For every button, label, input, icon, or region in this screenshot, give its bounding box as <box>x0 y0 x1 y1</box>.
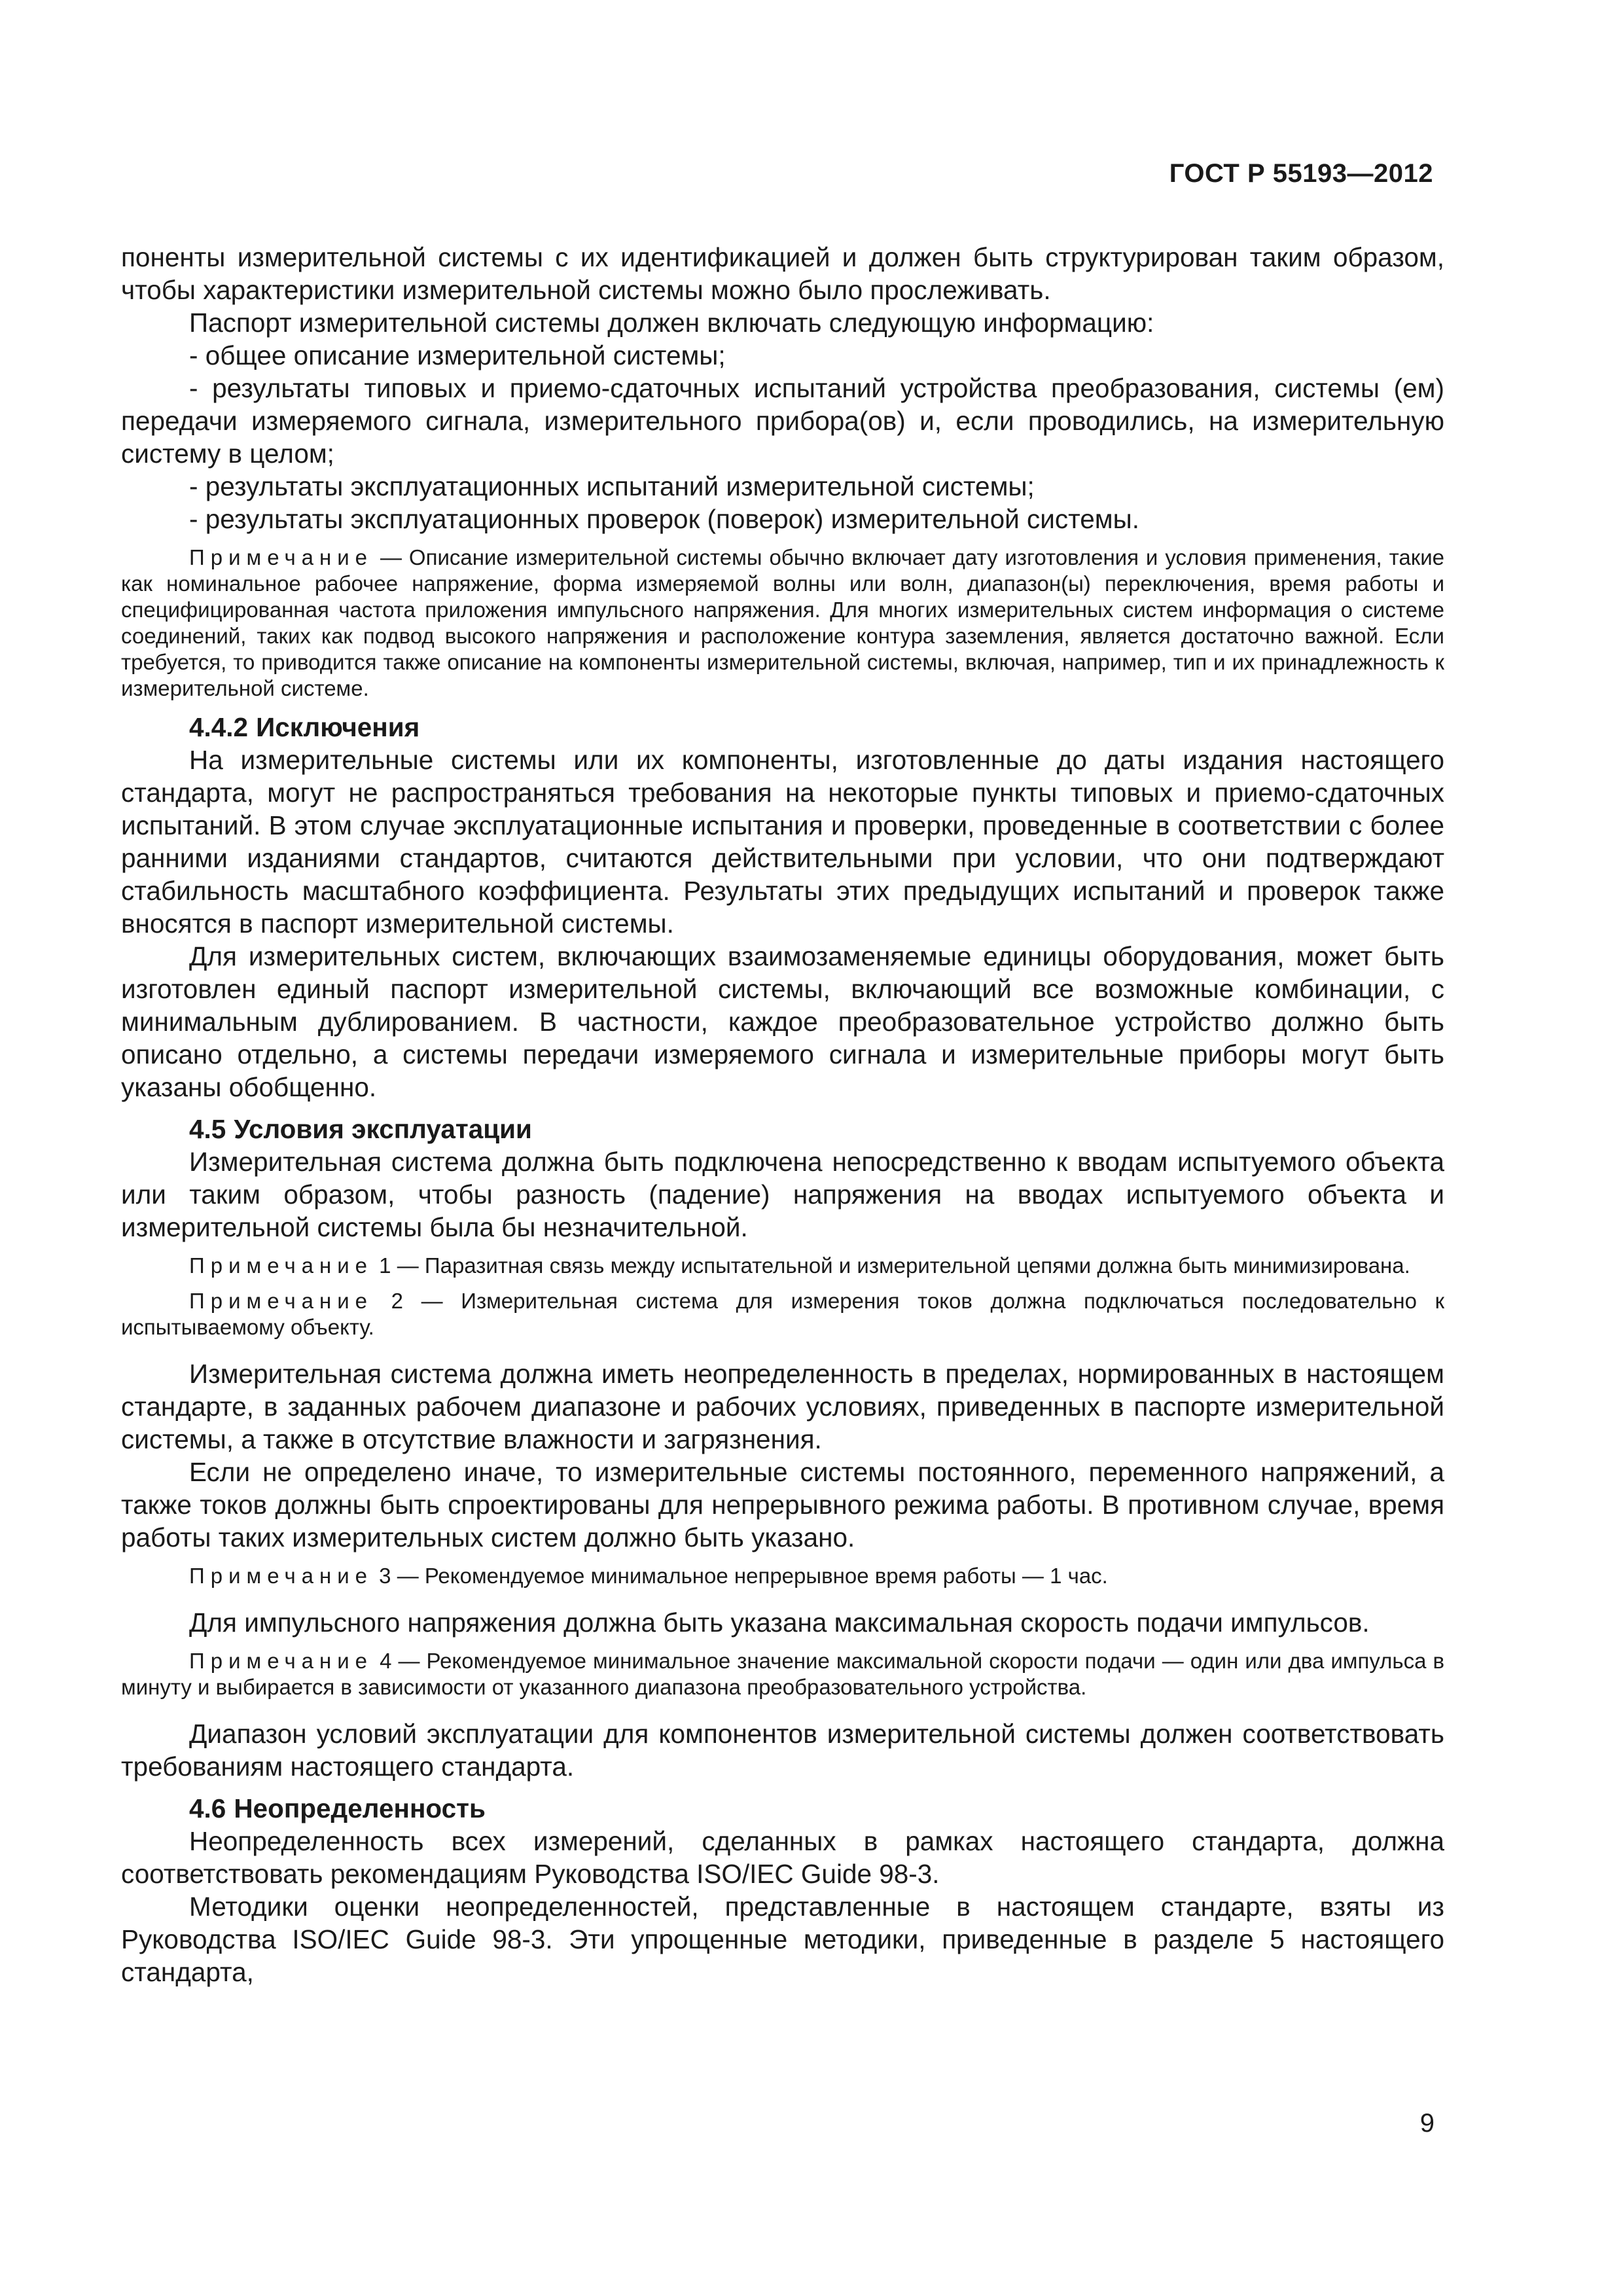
paragraph: Если не определено иначе, то измерительные системы постоянного, переменного напряжений, а также токов должны быть спроектированы для непрерывного режима работы. В противном случае, время работы таких измерительных систем должно быть указано. <box>121 1457 1444 1552</box>
note-text: 1 — Паразитная связь между испытательной и измерительной цепями должна быть минимизирована. <box>373 1253 1410 1278</box>
section-number: 4.4.2 <box>189 712 249 742</box>
note <box>121 1288 1444 1340</box>
paragraph: Для измерительных систем, включающих взаимозаменяемые единицы оборудования, может быть изготовлен единый паспорт измерительной системы, включающий все возможные комбинации, с минимальным дублированием. В частности, каждое преобразовательное устройство должно быть описано отдельно, а системы передачи измеряемого сигнала и измерительные приборы могут быть указаны обобщенно. <box>121 941 1444 1102</box>
note-text: 3 — Рекомендуемое минимальное непрерывное время работы — 1 час. <box>373 1564 1108 1588</box>
paragraph: Для импульсного напряжения должна быть указана максимальная скорость подачи импульсов. <box>189 1607 1370 1638</box>
document-body <box>121 241 1444 1988</box>
note <box>121 545 1444 702</box>
paragraph: Измерительная система должна быть подключена непосредственно к вводам испытуемого объекта или таким образом, чтобы разность (падение) напряжения на вводах испытуемого объекта и измерительной системы была бы незначительной. <box>121 1147 1444 1242</box>
note-text: 4 — Рекомендуемое минимальное значение максимальной скорости подачи — один или два импульса в минуту и выбирается в зависимости от указанного диапазона преобразовательного устройства. <box>121 1649 1444 1699</box>
list-item: - результаты эксплуатационных проверок (поверок) измерительной системы. <box>189 504 1140 534</box>
list-item: - результаты эксплуатационных испытаний измерительной системы; <box>189 471 1035 501</box>
paragraph: Паспорт измерительной системы должен включать следующую информацию: <box>189 308 1154 338</box>
section-heading-4-6 <box>121 1792 1444 1825</box>
note <box>121 1563 1444 1589</box>
section-number: 4.5 <box>189 1114 226 1144</box>
note-label: Примечание <box>189 1564 374 1588</box>
note-label: Примечание <box>189 545 374 569</box>
note-label: Примечание <box>189 1253 374 1278</box>
paragraph: Неопределенность всех измерений, сделанных в рамках настоящего стандарта, должна соответствовать рекомендациям Руководства ISO/IEC Guide 98-3. <box>121 1826 1444 1889</box>
note <box>121 1253 1444 1279</box>
section-heading-4-5 <box>121 1113 1444 1145</box>
section-title: Неопределенность <box>234 1793 486 1823</box>
paragraph: На измерительные системы или их компоненты, изготовленные до даты издания настоящего стандарта, могут не распространяться требования на некоторые пункты типовых и приемо-сдаточных испытаний. В этом случае эксплуатационные испытания и проверки, проведенные в соответствии с более ранними изданиями стандартов, считаются действительными при условии, что они подтверждают стабильность масштабного коэффициента. Результаты этих предыдущих испытаний и проверок также вносятся в паспорт измерительной системы. <box>121 745 1444 939</box>
list-item: - результаты типовых и приемо-сдаточных испытаний устройства преобразования, системы (ем) передачи измеряемого сигнала, измерительного прибора(ов) и, если проводились, на измерительную систему в целом; <box>121 373 1444 469</box>
note <box>121 1648 1444 1700</box>
note-text: 2 — Измерительная система для измерения токов должна подключаться последовательно к испытываемому объекту. <box>121 1289 1444 1339</box>
section-heading-4-4-2 <box>121 711 1444 744</box>
note-label: Примечание <box>189 1649 374 1673</box>
paragraph: Методики оценки неопределенностей, представленные в настоящем стандарте, взяты из Руководства ISO/IEC Guide 98-3. Эти упрощенные методики, приведенные в разделе 5 настоящего стандарта, <box>121 1892 1444 1987</box>
document-id-header: ГОСТ Р 55193—2012 <box>1169 159 1433 188</box>
section-title: Условия эксплуатации <box>234 1114 532 1144</box>
note-text: — Описание измерительной системы обычно включает дату изготовления и условия применения, такие как номинальное рабочее напряжение, форма измеряемой волны или волн, диапазон(ы) переключения, время работы и специфицированная частота приложения импульсного напряжения. Для многих измерительных систем информация о системе соединений, таких как подвод высокого напряжения и расположение контура заземления, является достаточно важной. Если требуется, то приводится также описание на компоненты измерительной системы, включая, например, тип и их принадлежность к измерительной системе. <box>121 545 1444 700</box>
paragraph: Измерительная система должна иметь неопределенность в пределах, нормированных в настоящем стандарте, в заданных рабочем диапазоне и рабочих условиях, приведенных в паспорте измерительной системы, а также в отсутствие влажности и загрязнения. <box>121 1359 1444 1454</box>
paragraph: поненты измерительной системы с их идентификацией и должен быть структурирован таким образом, чтобы характеристики измерительной системы можно было прослеживать. <box>121 242 1444 305</box>
list-item: - общее описание измерительной системы; <box>189 340 726 370</box>
note-label: Примечание <box>189 1289 374 1313</box>
section-title: Исключения <box>256 712 420 742</box>
section-number: 4.6 <box>189 1793 226 1823</box>
paragraph: Диапазон условий эксплуатации для компонентов измерительной системы должен соответствовать требованиям настоящего стандарта. <box>121 1719 1444 1782</box>
page-number: 9 <box>1419 2109 1435 2138</box>
